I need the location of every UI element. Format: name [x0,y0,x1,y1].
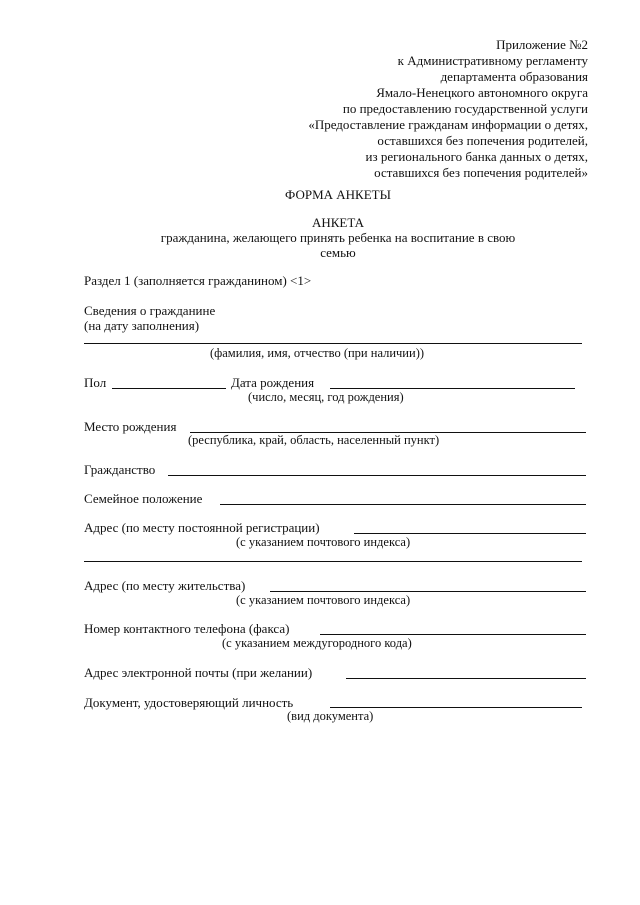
fio-caption: (фамилия, имя, отчество (при наличии)) [210,346,425,360]
section-1-heading: Раздел 1 (заполняется гражданином) <1> [84,273,312,288]
header-line-1: Приложение №2 [496,37,588,52]
citizen-info-date-note: (на дату заполнения) [84,318,200,333]
res-address-field[interactable] [270,591,586,592]
email-field[interactable] [346,678,586,679]
phone-field[interactable] [320,634,586,635]
birth-place-label: Место рождения [84,419,177,434]
reg-address-field[interactable] [354,533,586,534]
header-line-9: оставшихся без попечения родителей» [374,165,588,180]
id-document-caption: (вид документа) [287,709,374,723]
birth-date-field[interactable] [330,388,575,389]
citizenship-label: Гражданство [84,462,156,477]
sex-label: Пол [84,375,107,390]
header-line-8: из регионального банка данных о детях, [365,149,588,164]
reg-address-field-line2[interactable] [84,561,582,562]
phone-label: Номер контактного телефона (факса) [84,621,290,636]
header-line-6: «Предоставление гражданам информации о детях, [308,117,588,132]
marital-status-label: Семейное положение [84,491,203,506]
header-line-5: по предоставлению государственной услуги [342,101,588,116]
header-line-4: Ямало-Ненецкого автономного округа [376,85,588,100]
sex-field[interactable] [112,388,226,389]
citizen-info-title: Сведения о гражданине [84,303,216,318]
citizenship-field[interactable] [168,475,586,476]
birth-date-caption: (число, месяц, год рождения) [248,390,404,404]
email-label: Адрес электронной почты (при желании) [84,665,313,680]
birth-place-caption: (республика, край, область, населенный пункт) [188,433,440,447]
reg-address-label: Адрес (по месту постоянной регистрации) [84,520,320,535]
header-line-2: к Административному регламенту [397,53,588,68]
anketa-title: АНКЕТА [311,215,365,230]
marital-status-field[interactable] [220,504,586,505]
fio-field[interactable] [84,343,582,344]
header-line-7: оставшихся без попечения родителей, [377,133,588,148]
anketa-subtitle-1: гражданина, желающего принять ребенка на воспитание в свою [160,230,516,245]
anketa-subtitle-2: семью [320,245,356,260]
phone-caption: (с указанием междугородного кода) [222,636,412,650]
reg-address-caption: (с указанием почтового индекса) [236,535,411,549]
form-title: ФОРМА АНКЕТЫ [285,187,391,202]
header-line-3: департамента образования [440,69,588,84]
birth-date-label: Дата рождения [231,375,315,390]
res-address-label: Адрес (по месту жительства) [84,578,246,593]
res-address-caption: (с указанием почтового индекса) [236,593,411,607]
id-document-label: Документ, удостоверяющий личность [84,695,294,710]
id-document-field[interactable] [330,707,582,708]
